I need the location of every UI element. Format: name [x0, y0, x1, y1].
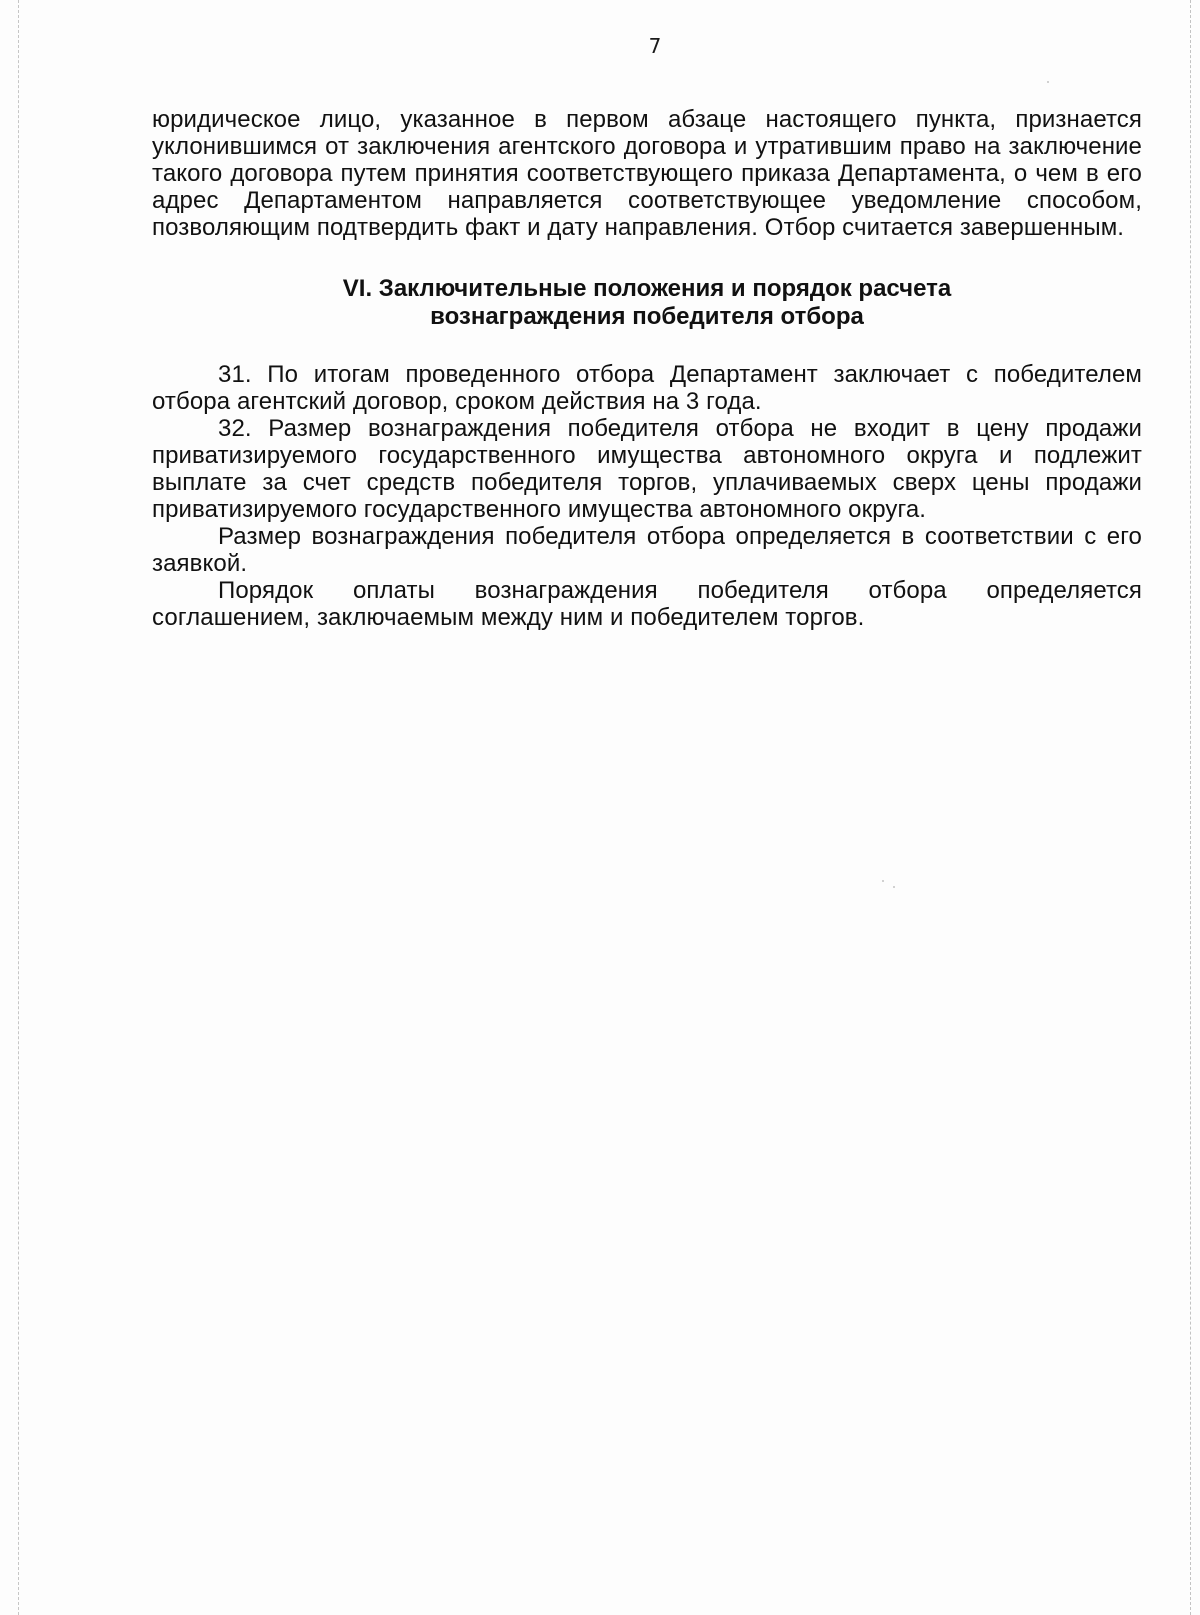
paragraph-intro: юридическое лицо, указанное в первом абзаце настоящего пункта, признается уклонившимся от заключения агентского договора и утратившим право на заключение такого договора путем принятия соответствующего приказа Департамента, о чем в его адрес Департаментом направляется соответствующее уведомление способом, позволяющим подтвердить факт и дату направления. Отбор считается завершенным. — [152, 106, 1142, 241]
page-number: 7 — [648, 34, 662, 58]
paragraph-payment-order: Порядок оплаты вознаграждения победителя отбора определяется соглашением, заключаемым между ним и победителем торгов. — [152, 577, 1142, 631]
section-title-line-1: VI. Заключительные положения и порядок расчета — [342, 275, 952, 302]
paragraph-32: 32. Размер вознаграждения победителя отбора не входит в цену продажи приватизируемого государственного имущества автономного округа и подлежит выплате за счет средств победителя торгов, уплачиваемых сверх цены продажи приватизируемого государственного имущества автономного округа. — [152, 415, 1142, 523]
paragraph-reward-size: Размер вознаграждения победителя отбора определяется в соответствии с его заявкой. — [152, 523, 1142, 577]
scan-edge-right — [1190, 0, 1192, 1615]
paragraph-31: 31. По итогам проведенного отбора Департамент заключает с победителем отбора агентский договор, сроком действия на 3 года. — [152, 361, 1142, 415]
section-title-line-2: вознаграждения победителя отбора — [430, 303, 864, 330]
section-title — [152, 275, 1142, 331]
scan-speck — [1047, 81, 1049, 83]
scan-edge-left — [18, 0, 20, 1615]
scan-speck — [893, 886, 895, 888]
scan-speck — [882, 880, 884, 882]
document-body — [152, 106, 1142, 631]
